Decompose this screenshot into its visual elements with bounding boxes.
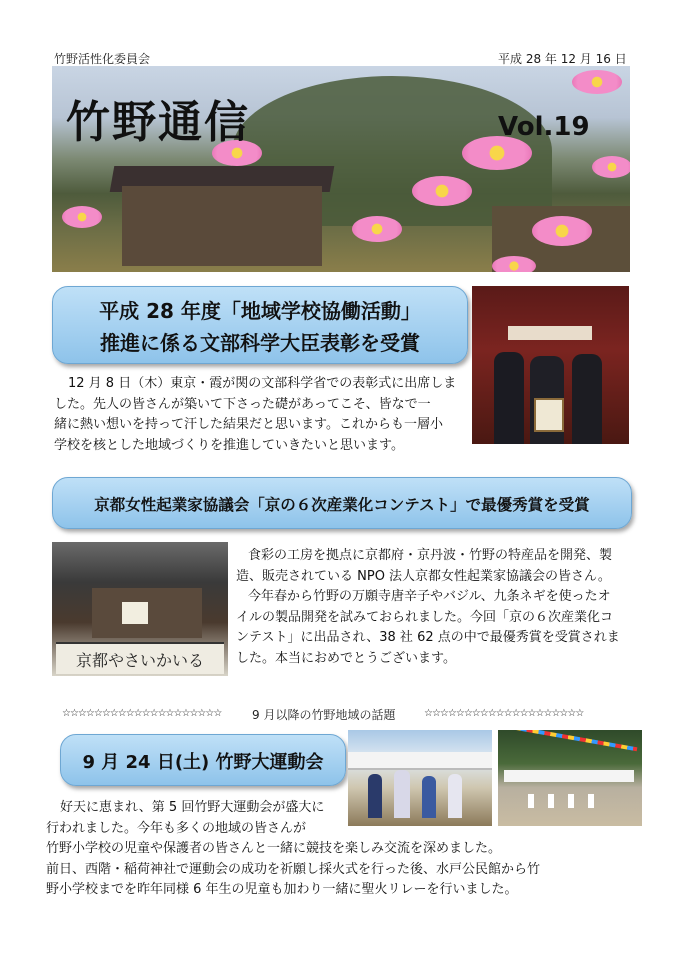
article2-line: 造、販売されている NPO 法人京都女性起業家協議会の皆さん。 — [236, 568, 611, 584]
article2-body — [236, 546, 632, 669]
divider-label: 9 月以降の竹野地域の話題 — [252, 708, 396, 722]
article3-body — [46, 798, 636, 901]
article1-body — [54, 374, 468, 456]
divider-stars-right: ☆☆☆☆☆☆☆☆☆☆☆☆☆☆☆☆☆☆☆☆ — [424, 708, 584, 719]
divider-stars-left: ☆☆☆☆☆☆☆☆☆☆☆☆☆☆☆☆☆☆☆☆ — [62, 708, 222, 719]
article3-line: 行われました。今年も多くの地域の皆さんが — [46, 820, 307, 836]
article2-heading — [52, 477, 632, 529]
committee-name: 竹野活性化委員会 — [54, 52, 151, 66]
article3-line: 野小学校までを昨年同様 6 年生の児童も加わり一緒に聖火リレーを行いました。 — [46, 882, 518, 897]
article2-line: イルの製品開発を試みておられました。今回「京の６次産業化コ — [236, 609, 614, 625]
article3-heading — [60, 734, 346, 786]
article1-line: した。先人の皆さんが築いて下さった礎があってこそ、皆なで一 — [54, 396, 431, 412]
article2-line: ンテスト」に出品され、38 社 62 点の中で最優秀賞を受賞されま — [236, 630, 620, 645]
article1-line: 緒に熱い想いを持って汗した結果だと思います。これからも一層小 — [54, 417, 443, 432]
article1-line: 12 月 8 日（木）東京・霞が関の文部科学省での表彰式に出席しま — [68, 376, 457, 391]
article3-heading-text: 9 月 24 日(土) 竹野大運動会 — [82, 752, 324, 773]
award-ceremony-photo — [472, 286, 629, 444]
article3-line: 好天に恵まれ、第 5 回竹野大運動会が盛大に — [60, 800, 325, 815]
article2-line: 食彩の工房を拠点に京都府・京丹波・竹野の特産品を開発、製 — [248, 548, 613, 563]
volume-number: Vol.19 — [498, 112, 590, 142]
article2-line: した。本当におめでとうございます。 — [236, 650, 456, 666]
article1-heading-line1: 平成 28 年度「地域学校協働活動」 — [99, 299, 421, 323]
newsletter-title: 竹野通信 — [66, 97, 250, 148]
contest-booth-photo — [52, 542, 228, 676]
article3-line: 竹野小学校の児童や保護者の皆さんと一緒に競技を楽しみ交流を深めました。 — [46, 841, 502, 856]
issue-date: 平成 28 年 12 月 16 日 — [498, 52, 627, 66]
article3-line: 前日、西階・稲荷神社で運動会の成功を祈願し採火式を行った後、水戸公民館から竹 — [46, 861, 541, 877]
article2-heading-text: 京都女性起業家協議会「京の６次産業化コンテスト」で最優秀賞を受賞 — [94, 496, 590, 514]
article1-heading — [52, 286, 468, 364]
booth-banner-text: 京都やさいかいる — [76, 651, 205, 670]
article1-line: 学校を核とした地域づくりを推進していきたいと思います。 — [54, 437, 404, 453]
article1-heading-line2: 推進に係る文部科学大臣表彰を受賞 — [100, 331, 420, 355]
article2-line: 今年春から竹野の万願寺唐辛子やバジル、九条ネギを使ったオ — [248, 589, 611, 604]
